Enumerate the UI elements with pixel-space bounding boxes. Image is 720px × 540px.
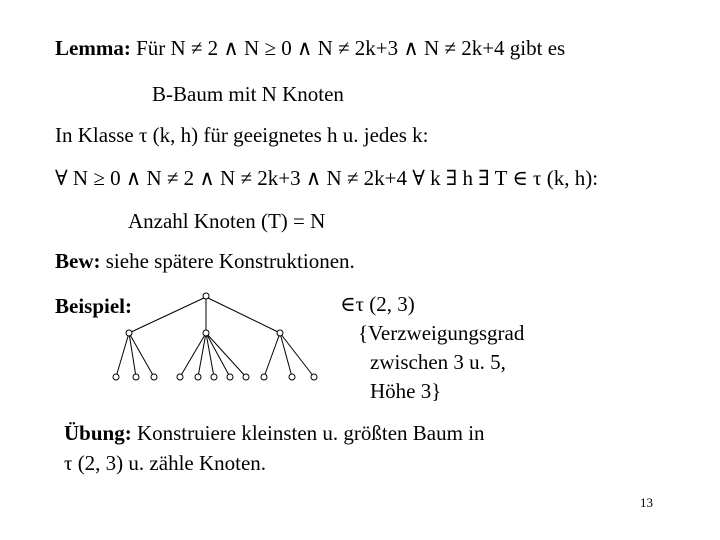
class-line: In Klasse τ (k, h) für geeignetes h u. jedes k: — [55, 123, 429, 147]
lemma-line-2: B-Baum mit N Knoten — [152, 82, 344, 106]
exercise-line-2: τ (2, 3) u. zähle Knoten. — [64, 451, 267, 475]
formula-line: ∀ N ≥ 0 ∧ N ≠ 2 ∧ N ≠ 2k+3 ∧ N ≠ 2k+4 ∀ k ∃ h ∃ T ∈ τ (k, h): — [55, 166, 599, 190]
tree-leaf-node — [261, 374, 267, 380]
example-note-1: ∈τ (2, 3) — [340, 292, 415, 316]
tree-root-node — [203, 293, 209, 299]
lemma-label: Lemma: — [55, 36, 131, 60]
count-line: Anzahl Knoten (T) = N — [128, 209, 326, 233]
tree-leaf-node — [243, 374, 249, 380]
tree-leaf-node — [113, 374, 119, 380]
tree-leaf-node — [211, 374, 217, 380]
example-label: Beispiel: — [55, 294, 132, 318]
tree-leaf-node — [151, 374, 157, 380]
proof-label: Bew: — [55, 249, 101, 273]
example-note-2: {Verzweigungsgrad — [358, 321, 525, 345]
exercise-label: Übung: — [64, 421, 132, 445]
tree-leaf-node — [227, 374, 233, 380]
exercise-text: Konstruiere kleinsten u. größten Baum in — [136, 421, 485, 445]
tree-inner-node — [203, 330, 209, 336]
tree-leaf-node — [133, 374, 139, 380]
proof-text: siehe spätere Konstruktionen. — [105, 249, 355, 273]
example-note-3: zwischen 3 u. 5, — [370, 350, 506, 374]
tree-leaf-node — [311, 374, 317, 380]
example-note-4: Höhe 3} — [370, 379, 442, 403]
tree-leaf-node — [289, 374, 295, 380]
tree-leaf-node — [195, 374, 201, 380]
tree-inner-node — [277, 330, 283, 336]
tree-edges — [116, 297, 314, 377]
tree-nodes — [113, 293, 317, 380]
tree-inner-node — [126, 330, 132, 336]
page-number: 13 — [640, 495, 653, 510]
lemma-text: Für N ≠ 2 ∧ N ≥ 0 ∧ N ≠ 2k+3 ∧ N ≠ 2k+4 gibt es — [136, 36, 566, 60]
tree-leaf-node — [177, 374, 183, 380]
exercise-line-1 — [64, 421, 485, 445]
